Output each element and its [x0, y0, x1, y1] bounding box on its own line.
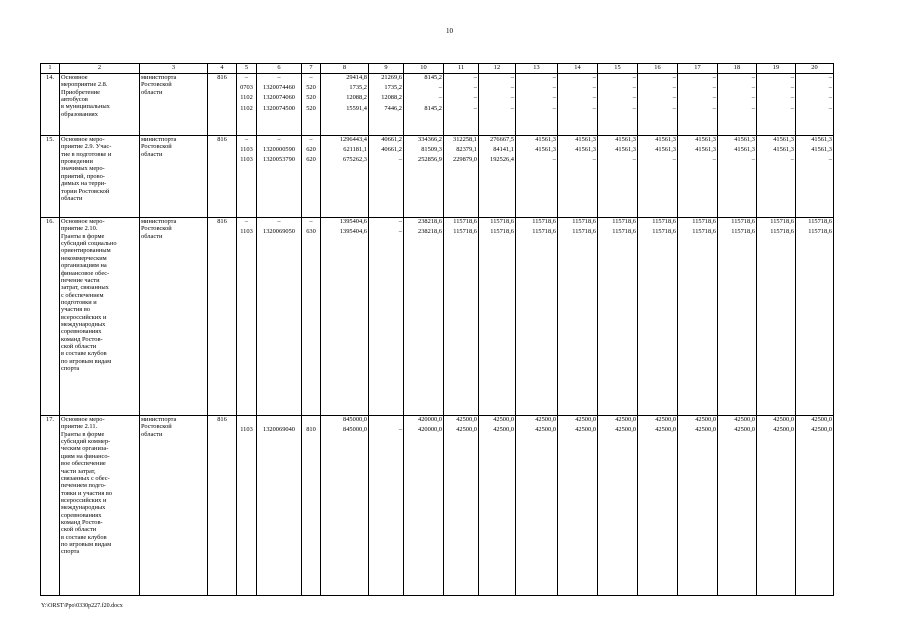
- value-line: –: [592, 94, 596, 102]
- value-line: –: [672, 104, 676, 112]
- value-line: 42500,0: [695, 416, 716, 423]
- value-line: 41561,3: [695, 146, 716, 154]
- value-line: –: [790, 94, 794, 102]
- value-line: –: [277, 136, 281, 143]
- column-number-cell: 10: [404, 64, 444, 74]
- value-line: –: [712, 84, 716, 92]
- value-line: 621181,1: [343, 146, 367, 154]
- value-line: 420000,0: [418, 416, 442, 423]
- value-line: 1102: [240, 94, 253, 102]
- column-number-cell: 4: [208, 64, 237, 74]
- value-line: –: [790, 104, 794, 112]
- value-line: 845000,0: [343, 416, 367, 423]
- value-line: 8145,2: [424, 74, 442, 81]
- value-cell: [718, 218, 757, 416]
- column-number-cell: 9: [369, 64, 404, 74]
- value-cell: [404, 136, 444, 218]
- value-cell: [678, 74, 718, 136]
- value-cell: [237, 416, 257, 596]
- value-cell: [598, 218, 638, 416]
- value-cell: [369, 136, 404, 218]
- column-number-cell: 17: [678, 64, 718, 74]
- value-line: –: [277, 218, 281, 225]
- value-cell: [638, 136, 678, 218]
- value-cell: [444, 74, 479, 136]
- value-cell: [638, 74, 678, 136]
- value-cell: [257, 136, 302, 218]
- value-line: 1102: [240, 104, 253, 112]
- value-cell: [516, 218, 558, 416]
- value-cell: [321, 136, 369, 218]
- value-line: 42500,0: [575, 416, 596, 423]
- value-line: 1320069040: [263, 426, 295, 434]
- value-line: 1103: [240, 156, 253, 164]
- value-line: 41561,3: [695, 136, 716, 143]
- value-line: –: [552, 156, 556, 164]
- value-cell: [321, 416, 369, 596]
- value-line: 41561,3: [535, 136, 556, 143]
- value-line: –: [398, 228, 402, 236]
- value-cell: [678, 136, 718, 218]
- value-line: –: [438, 84, 442, 92]
- value-cell: [796, 416, 834, 596]
- value-line: –: [510, 94, 514, 102]
- value-line: –: [632, 156, 636, 164]
- value-cell: [321, 218, 369, 416]
- value-line: 42500,0: [734, 426, 755, 434]
- column-number-cell: 20: [796, 64, 834, 74]
- value-line: 42500,0: [773, 426, 794, 434]
- value-line: –: [244, 218, 249, 225]
- value-line: 520: [306, 84, 316, 92]
- value-cell: [598, 136, 638, 218]
- value-line: –: [632, 84, 636, 92]
- value-line: 41561,3: [734, 146, 755, 154]
- value-line: 115718,6: [532, 218, 556, 225]
- value-cell: [237, 218, 257, 416]
- event-name-cell: Основное меро- приятие 2.11. Гранты в форме субсидий коммер- ческим организа- циям на финансо- вое обеспечение части затрат, связанных с обес- печением подго- товки и участия во всероссийских и международных соревнованиях команд Ростов- ской области в составе клубов по игровым видам спорта: [60, 416, 140, 596]
- value-cell: [558, 416, 598, 596]
- file-path-footer: Y:\ORST\Ppo\0330p227.f20.docx: [41, 603, 123, 609]
- column-number-cell: 14: [558, 64, 598, 74]
- value-cell: [558, 218, 598, 416]
- value-line: –: [552, 94, 556, 102]
- column-number-cell: 16: [638, 64, 678, 74]
- value-cell: [718, 416, 757, 596]
- value-line: 84141,1: [493, 146, 514, 154]
- row-number-cell: 14.: [41, 74, 60, 136]
- value-line: 1320074060: [263, 94, 295, 102]
- value-cell: [796, 74, 834, 136]
- value-cell: [479, 218, 516, 416]
- value-line: 115718,6: [490, 218, 514, 225]
- value-cell: [796, 218, 834, 416]
- value-line: 1296443,4: [339, 136, 367, 143]
- value-line: 238218,6: [418, 228, 442, 236]
- value-line: 845000,0: [343, 426, 367, 434]
- value-line: –: [592, 156, 596, 164]
- value-cell: [237, 74, 257, 136]
- value-line: 1320074500: [263, 104, 295, 112]
- row-number-cell: 16.: [41, 218, 60, 416]
- value-line: 41561,3: [811, 136, 832, 143]
- value-line: 115718,6: [652, 218, 676, 225]
- value-cell: [257, 74, 302, 136]
- value-line: –: [473, 94, 477, 102]
- value-line: 41561,3: [615, 146, 636, 154]
- value-line: 520: [306, 104, 316, 112]
- column-number-cell: 13: [516, 64, 558, 74]
- value-cell: [237, 136, 257, 218]
- grbs-code-cell: 816: [208, 416, 237, 596]
- value-line: 1103: [240, 228, 253, 236]
- value-cell: [638, 416, 678, 596]
- value-line: –: [751, 104, 755, 112]
- event-name-cell: Основное меро- приятие 2.9. Учас- тие в подготовке и проведении значимых меро- приятий, прово- димых на терри- тории Ростовской области: [60, 136, 140, 218]
- value-cell: [302, 416, 321, 596]
- value-line: –: [244, 74, 249, 81]
- value-line: –: [552, 74, 556, 81]
- value-line: –: [672, 84, 676, 92]
- value-cell: [444, 416, 479, 596]
- value-line: 81509,3: [421, 146, 442, 154]
- value-line: 42500,0: [456, 416, 477, 423]
- column-number-cell: 6: [257, 64, 302, 74]
- value-line: 312258,1: [453, 136, 477, 143]
- value-line: –: [510, 104, 514, 112]
- value-cell: [718, 74, 757, 136]
- value-line: –: [751, 84, 755, 92]
- value-line: [238, 416, 255, 426]
- value-line: 115718,6: [808, 218, 832, 225]
- value-line: –: [790, 156, 794, 164]
- value-line: 40661,2: [381, 146, 402, 154]
- value-cell: [598, 416, 638, 596]
- value-line: 42500,0: [695, 426, 716, 434]
- value-line: 40661,2: [381, 136, 402, 143]
- page-number: 10: [446, 27, 453, 35]
- value-line: 1320053790: [263, 156, 295, 164]
- value-line: –: [828, 74, 832, 81]
- column-number-cell: 12: [479, 64, 516, 74]
- value-line: 334366,2: [418, 136, 442, 143]
- value-cell: [257, 416, 302, 596]
- value-line: 520: [306, 94, 316, 102]
- value-line: 42500,0: [811, 426, 832, 434]
- value-cell: [757, 218, 796, 416]
- value-line: [370, 416, 402, 426]
- value-line: 41561,3: [773, 136, 794, 143]
- value-line: 42500,0: [456, 426, 477, 434]
- value-line: –: [790, 84, 794, 92]
- column-number-cell: 7: [302, 64, 321, 74]
- value-cell: [757, 74, 796, 136]
- value-line: 42500,0: [655, 416, 676, 423]
- value-line: 115718,6: [572, 218, 596, 225]
- value-line: 276667,5: [490, 136, 514, 143]
- column-number-cell: 5: [237, 64, 257, 74]
- value-line: 42500,0: [734, 416, 755, 423]
- value-cell: [369, 74, 404, 136]
- value-line: –: [473, 104, 477, 112]
- value-line: 115718,6: [612, 218, 636, 225]
- column-number-cell: 2: [60, 64, 140, 74]
- value-cell: [479, 136, 516, 218]
- value-line: –: [277, 74, 281, 81]
- value-line: 115718,6: [453, 218, 477, 225]
- value-line: –: [398, 426, 402, 434]
- value-line: –: [398, 218, 402, 225]
- value-line: –: [712, 104, 716, 112]
- value-line: 12088,2: [346, 94, 367, 102]
- value-line: 41561,3: [575, 136, 596, 143]
- value-line: 115718,6: [652, 228, 676, 236]
- value-line: 7446,2: [384, 104, 402, 112]
- value-line: 675262,3: [343, 156, 367, 164]
- value-line: 252856,9: [418, 156, 442, 164]
- value-line: –: [632, 104, 636, 112]
- column-number-row: [41, 64, 834, 74]
- value-line: –: [751, 74, 755, 81]
- grbs-code-cell: 816: [208, 74, 237, 136]
- value-line: 1395404,6: [339, 228, 367, 236]
- value-line: –: [592, 74, 596, 81]
- row-number-cell: 15.: [41, 136, 60, 218]
- value-line: –: [672, 94, 676, 102]
- value-line: 42500,0: [655, 426, 676, 434]
- column-number-cell: 3: [140, 64, 208, 74]
- value-line: 192526,4: [490, 156, 514, 164]
- value-line: 115718,6: [612, 228, 636, 236]
- value-line: 41561,3: [535, 146, 556, 154]
- value-cell: [516, 74, 558, 136]
- value-line: 42500,0: [615, 426, 636, 434]
- value-line: 41561,3: [811, 146, 832, 154]
- value-line: 41561,3: [734, 136, 755, 143]
- value-cell: [638, 218, 678, 416]
- value-cell: [369, 416, 404, 596]
- value-cell: [516, 136, 558, 218]
- value-cell: [757, 416, 796, 596]
- value-cell: [757, 136, 796, 218]
- value-cell: [479, 74, 516, 136]
- value-line: 0703: [240, 84, 253, 92]
- value-line: –: [672, 74, 676, 81]
- value-line: –: [751, 156, 755, 164]
- value-line: 82379,1: [456, 146, 477, 154]
- value-line: 115718,6: [731, 228, 755, 236]
- table-row: [41, 136, 834, 218]
- table-row: [41, 416, 834, 596]
- column-number-cell: 8: [321, 64, 369, 74]
- table-row: [41, 218, 834, 416]
- value-line: 229879,0: [453, 156, 477, 164]
- value-line: 810: [306, 426, 316, 434]
- value-cell: [404, 218, 444, 416]
- value-line: –: [828, 156, 832, 164]
- value-cell: [369, 218, 404, 416]
- value-line: 42500,0: [535, 416, 556, 423]
- value-line: –: [510, 84, 514, 92]
- value-line: 1103: [240, 146, 253, 154]
- value-line: –: [398, 156, 402, 164]
- value-line: –: [828, 104, 832, 112]
- value-line: [303, 416, 319, 426]
- value-line: –: [309, 218, 313, 225]
- value-line: –: [712, 94, 716, 102]
- value-line: 29414,8: [346, 74, 367, 81]
- value-line: 42500,0: [493, 426, 514, 434]
- value-line: –: [712, 74, 716, 81]
- value-cell: [598, 74, 638, 136]
- value-line: 41561,3: [615, 136, 636, 143]
- value-line: –: [244, 136, 249, 143]
- value-line: 42500,0: [615, 416, 636, 423]
- value-line: –: [751, 94, 755, 102]
- column-number-cell: 15: [598, 64, 638, 74]
- value-cell: [444, 218, 479, 416]
- value-line: –: [510, 74, 514, 81]
- value-line: –: [473, 74, 477, 81]
- value-line: 620: [306, 156, 316, 164]
- value-line: 115718,6: [453, 228, 477, 236]
- value-cell: [796, 136, 834, 218]
- value-line: 630: [306, 228, 316, 236]
- value-line: 115718,6: [770, 228, 794, 236]
- value-line: 42500,0: [773, 416, 794, 423]
- value-cell: [302, 136, 321, 218]
- value-line: 41561,3: [773, 146, 794, 154]
- value-cell: [558, 74, 598, 136]
- column-number-cell: 18: [718, 64, 757, 74]
- value-line: –: [552, 104, 556, 112]
- value-line: 115718,6: [572, 228, 596, 236]
- executor-cell: министпорта Ростовской области: [140, 136, 208, 218]
- column-number-cell: 11: [444, 64, 479, 74]
- value-line: –: [672, 156, 676, 164]
- event-name-cell: Основное меро- приятие 2.10. Гранты в форме субсидий социально ориентированным некоммерческим организациям на финансовое обес- печение части затрат, связанных с обеспечением подготовки и участия во всероссийских и международных соревнованиях команд Ростов- ской области в составе клубов по игровым видам спорта: [60, 218, 140, 416]
- value-line: 1735,2: [384, 84, 402, 92]
- executor-cell: министпорта Ростовской области: [140, 416, 208, 596]
- value-line: 8145,2: [424, 104, 442, 112]
- value-line: –: [438, 94, 442, 102]
- value-line: 21269,6: [381, 74, 402, 81]
- value-line: 420000,0: [418, 426, 442, 434]
- value-line: 1103: [240, 426, 253, 434]
- value-line: –: [632, 74, 636, 81]
- value-cell: [321, 74, 369, 136]
- table-row: [41, 74, 834, 136]
- value-line: –: [592, 104, 596, 112]
- value-line: 1320000590: [263, 146, 295, 154]
- column-number-cell: 19: [757, 64, 796, 74]
- grbs-code-cell: 816: [208, 136, 237, 218]
- value-line: 115718,6: [692, 218, 716, 225]
- value-line: 41561,3: [655, 136, 676, 143]
- value-line: –: [828, 94, 832, 102]
- column-number-cell: 1: [41, 64, 60, 74]
- value-cell: [558, 136, 598, 218]
- value-cell: [678, 218, 718, 416]
- value-line: –: [592, 84, 596, 92]
- value-line: –: [712, 156, 716, 164]
- value-line: 1320069050: [263, 228, 295, 236]
- value-line: 41561,3: [655, 146, 676, 154]
- row-number-cell: 17.: [41, 416, 60, 596]
- value-line: –: [473, 84, 477, 92]
- value-cell: [257, 218, 302, 416]
- value-cell: [516, 416, 558, 596]
- value-cell: [444, 136, 479, 218]
- value-line: –: [632, 94, 636, 102]
- grbs-code-cell: 816: [208, 218, 237, 416]
- value-line: 42500,0: [535, 426, 556, 434]
- event-name-cell: Основное мероприятие 2.8. Приобретение автобусов в муниципальных образованиях: [60, 74, 140, 136]
- value-line: 1320074460: [263, 84, 295, 92]
- executor-cell: министпорта Ростовской области: [140, 218, 208, 416]
- value-cell: [479, 416, 516, 596]
- value-cell: [404, 416, 444, 596]
- value-line: –: [828, 84, 832, 92]
- value-line: 42500,0: [575, 426, 596, 434]
- value-line: –: [309, 136, 313, 143]
- value-line: 42500,0: [493, 416, 514, 423]
- value-cell: [718, 136, 757, 218]
- value-line: 115718,6: [808, 228, 832, 236]
- value-line: 238218,6: [418, 218, 442, 225]
- value-line: 115718,6: [490, 228, 514, 236]
- value-line: 12088,2: [381, 94, 402, 102]
- value-line: –: [309, 74, 313, 81]
- value-line: –: [790, 74, 794, 81]
- value-line: 115718,6: [770, 218, 794, 225]
- value-line: [258, 416, 300, 426]
- value-cell: [404, 74, 444, 136]
- value-line: 115718,6: [731, 218, 755, 225]
- value-cell: [678, 416, 718, 596]
- value-line: 115718,6: [532, 228, 556, 236]
- value-cell: [302, 218, 321, 416]
- value-line: –: [552, 84, 556, 92]
- value-line: 15591,4: [346, 104, 367, 112]
- executor-cell: министпорта Ростовской области: [140, 74, 208, 136]
- value-line: 42500,0: [811, 416, 832, 423]
- budget-table: [40, 63, 834, 596]
- value-line: 620: [306, 146, 316, 154]
- value-cell: [302, 74, 321, 136]
- value-line: 1395404,6: [339, 218, 367, 225]
- value-line: 115718,6: [692, 228, 716, 236]
- value-line: 41561,3: [575, 146, 596, 154]
- value-line: 1735,2: [349, 84, 367, 92]
